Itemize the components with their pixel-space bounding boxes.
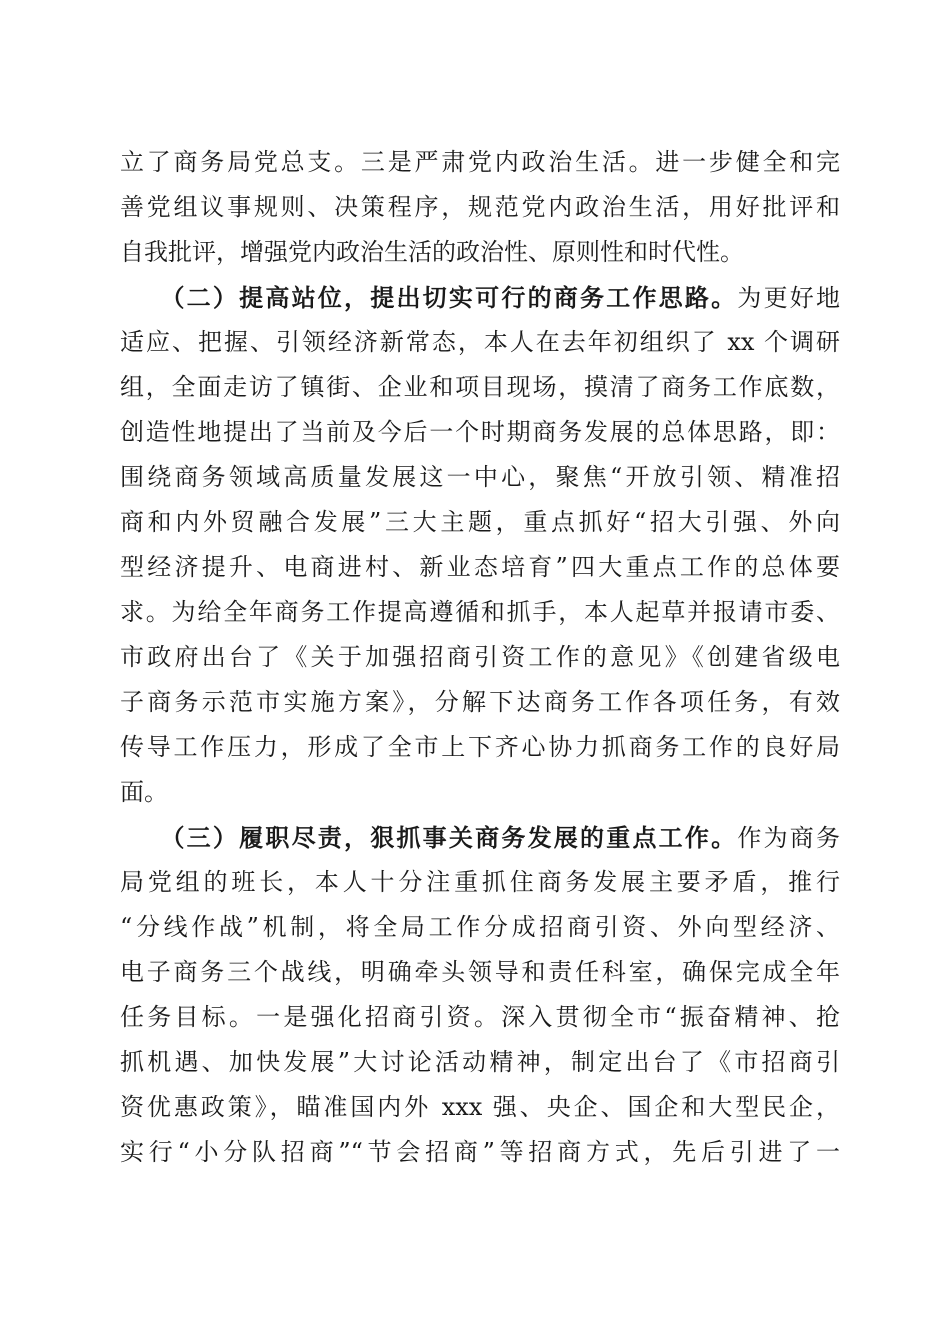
text-line: 商和内外贸融合发展”三大主题，重点抓好“招大引强、外向 <box>120 508 840 536</box>
text-line: 自我批评，增强党内政治生活的政治性、原则性和时代性。 <box>120 238 744 266</box>
section-heading-line: （二）提高站位，提出切实可行的商务工作思路。为更好地 <box>172 283 841 312</box>
text-line: 资优惠政策》，瞄准国内外 xxx 强、央企、国企和大型民企， <box>120 1093 840 1121</box>
text-line: 围绕商务领域高质量发展这一中心，聚焦“开放引领、精准招 <box>120 463 840 491</box>
text-line: 组，全面走访了镇街、企业和项目现场，摸清了商务工作底数， <box>120 373 840 401</box>
text-line: 型经济提升、电商进村、新业态培育”四大重点工作的总体要 <box>120 553 840 581</box>
section-heading-3: （三）履职尽责，狠抓事关商务发展的重点工作。 <box>172 823 738 852</box>
text-line: 善党组议事规则、决策程序，规范党内政治生活，用好批评和 <box>120 193 840 221</box>
text-line: 传导工作压力，形成了全市上下齐心协力抓商务工作的良好局 <box>120 733 840 761</box>
text-line: 适应、把握、引领经济新常态，本人在去年初组织了 xx 个调研 <box>120 328 840 356</box>
text-line: 抓机遇、加快发展”大讨论活动精神，制定出台了《市招商引 <box>120 1048 840 1076</box>
body-text <box>120 140 840 1175</box>
text-line: 任务目标。一是强化招商引资。深入贯彻全市“振奋精神、抢 <box>120 1003 840 1031</box>
text-line: 子商务示范市实施方案》，分解下达商务工作各项任务，有效 <box>120 688 840 716</box>
text-line: 立了商务局党总支。三是严肃党内政治生活。进一步健全和完 <box>120 148 840 176</box>
text-line: 市政府出台了《关于加强招商引资工作的意见》《创建省级电 <box>120 643 840 671</box>
text-line: 求。为给全年商务工作提高遵循和抓手，本人起草并报请市委、 <box>120 598 840 626</box>
text-line: 面。 <box>120 778 168 806</box>
text-line: 实行“小分队招商”“节会招商”等招商方式，先后引进了一 <box>120 1138 840 1166</box>
text-line: 创造性地提出了当前及今后一个时期商务发展的总体思路，即： <box>120 418 840 446</box>
text-line: 局党组的班长，本人十分注重抓住商务发展主要矛盾，推行 <box>120 868 840 896</box>
text-line: 电子商务三个战线，明确牵头领导和责任科室，确保完成全年 <box>120 958 840 986</box>
section-heading-2: （二）提高站位，提出切实可行的商务工作思路。 <box>172 283 738 312</box>
text-line: “分线作战”机制，将全局工作分成招商引资、外向型经济、 <box>120 913 840 941</box>
section-heading-line: （三）履职尽责，狠抓事关商务发展的重点工作。作为商务 <box>172 823 841 852</box>
